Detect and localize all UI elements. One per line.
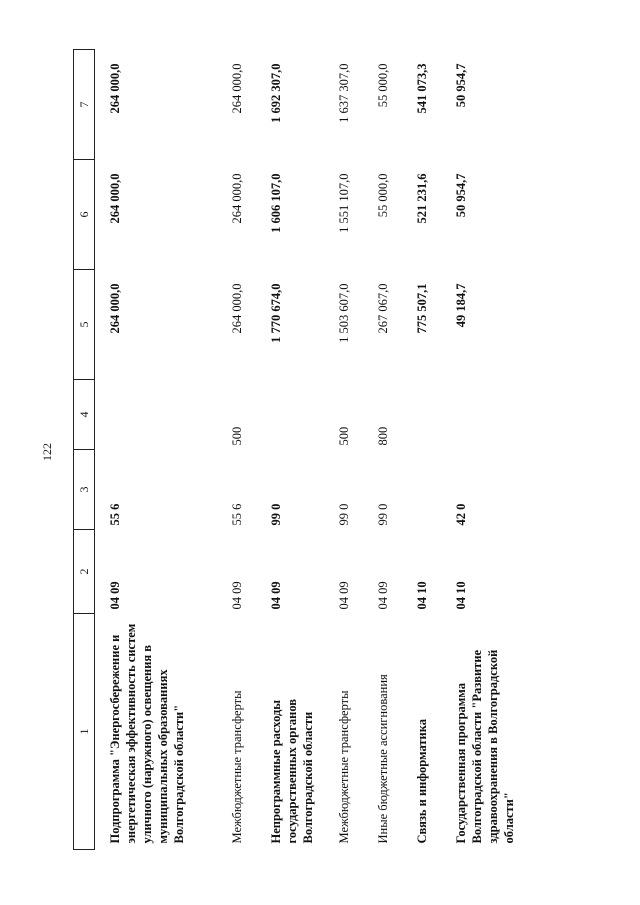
row-value-6: 521 231,6 — [414, 173, 429, 224]
row-section-code: 04 10 — [453, 581, 468, 610]
row-name: Межбюджетные трансферты — [229, 690, 244, 844]
row-article-code: 99 0 — [268, 503, 283, 526]
row-section-code: 04 09 — [268, 581, 283, 610]
row-value-5: 264 000,0 — [229, 283, 244, 334]
row-name: Непрограммные расходы государственных органов Волгоградской области — [268, 698, 315, 844]
table-row — [402, 50, 441, 850]
row-value-6: 264 000,0 — [95, 160, 217, 270]
table-row — [256, 50, 324, 850]
row-article-code: 42 0 — [453, 503, 468, 526]
row-article-code: 99 0 — [375, 503, 390, 526]
row-article-code: 55 6 — [95, 450, 217, 530]
row-section-code: 04 09 — [95, 530, 217, 614]
header-cell: 2 — [74, 530, 95, 614]
row-value-5: 264 000,0 — [95, 270, 217, 380]
row-value-6: 50 954,7 — [453, 173, 468, 218]
row-name: Подпрограмма "Энергосбережение и энергетическая эффективность систем уличного (наружного) освещения в муниципальных образованиях Волгоградской области" — [95, 614, 217, 850]
row-article-code — [402, 450, 441, 530]
table-row — [363, 50, 402, 850]
row-value-7: 541 073,3 — [414, 63, 429, 114]
row-value-5: 49 184,7 — [453, 283, 468, 328]
row-value-6: 1 606 107,0 — [268, 173, 283, 233]
row-value-6: 55 000,0 — [375, 173, 390, 218]
row-value-5: 1 770 674,0 — [268, 283, 283, 343]
header-cell: 6 — [74, 160, 95, 270]
row-name: Государственная программа Волгоградской области "Развитие здравоохранения в Волгоградской области" — [453, 649, 516, 844]
row-value-6: 264 000,0 — [229, 173, 244, 224]
budget-table-sheet — [73, 50, 618, 850]
row-article-code: 99 0 — [336, 503, 351, 526]
row-expense-type — [441, 380, 525, 450]
header-cell: 4 — [74, 380, 95, 450]
row-value-6: 1 551 107,0 — [336, 173, 351, 233]
row-value-5: 267 067,0 — [375, 283, 390, 334]
row-name: Межбюджетные трансферты — [336, 690, 351, 844]
row-section-code: 04 09 — [336, 581, 351, 610]
row-section-code: 04 10 — [414, 581, 429, 610]
row-expense-type — [95, 380, 217, 450]
row-section-code: 04 09 — [375, 581, 390, 610]
table-row — [217, 50, 256, 850]
table-row — [441, 50, 525, 850]
table-row — [324, 50, 363, 850]
row-value-5: 1 503 607,0 — [336, 283, 351, 343]
row-value-7: 1 637 307,0 — [336, 63, 351, 123]
row-article-code: 55 6 — [229, 503, 244, 526]
header-cell: 1 — [74, 614, 95, 850]
header-cell: 3 — [74, 450, 95, 530]
table-header-row — [74, 50, 95, 850]
row-value-7: 55 000,0 — [375, 63, 390, 108]
row-value-7: 264 000,0 — [229, 63, 244, 114]
row-name: Связь и информатика — [414, 719, 429, 844]
header-cell: 5 — [74, 270, 95, 380]
page-number: 122 — [40, 443, 54, 461]
row-expense-type: 500 — [229, 426, 244, 446]
row-expense-type: 500 — [336, 426, 351, 446]
row-value-7: 1 692 307,0 — [268, 63, 283, 123]
row-expense-type: 800 — [375, 426, 390, 446]
row-value-7: 264 000,0 — [95, 50, 217, 160]
budget-table — [73, 49, 525, 850]
table-row — [95, 50, 217, 850]
row-value-5: 775 507,1 — [414, 283, 429, 334]
row-name: Иные бюджетные ассигнования — [375, 674, 390, 844]
row-expense-type — [256, 380, 324, 450]
row-section-code: 04 09 — [229, 581, 244, 610]
row-expense-type — [402, 380, 441, 450]
row-value-7: 50 954,7 — [453, 63, 468, 108]
header-cell: 7 — [74, 50, 95, 160]
